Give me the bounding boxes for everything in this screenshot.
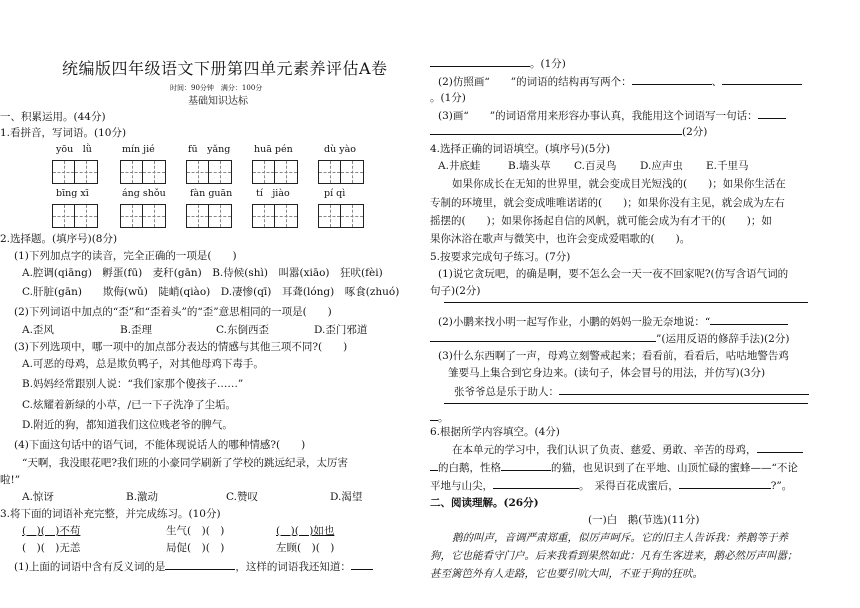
q5-3-tail-text: 。 [438,412,449,424]
q4-option-a: A.井底蛙 [438,160,481,172]
passage-line-2: 狗，它也能看守门户。后来我看到果然如此：凡有生客进来，鹅必然厉声叫嚣； [430,550,798,562]
pinyin-4: huā pén [254,144,293,155]
q2-3-option-c: C.炫耀着新绿的小草，/已一下子洗净了尘垢。 [22,399,237,411]
q2-stem: 2.选择题。(填序号)(8分) [0,233,118,245]
r2-text: (2)仿照画“ ”的词语的结构再写两个： [438,76,632,88]
q5-2-tail: ”(运用反语的修辞手法)(2分) [656,333,790,345]
q2-4-option-a: A.惊讶 [22,491,54,503]
pinyin-5: dù yào [324,144,356,155]
char-grid-7[interactable] [120,204,166,228]
q2-2-option-b: B.歪理 [120,324,153,336]
r2-sep: 、 [711,76,723,88]
char-grid-2[interactable] [120,160,166,184]
page-title: 统编版四年级语文下册第四单元素养评估A卷 [62,59,388,78]
q5-1-answer-line[interactable] [444,302,808,303]
char-grid-10[interactable] [318,204,364,228]
idiom-6[interactable]: 左顾( )( ) [276,542,335,554]
q6-text-2a: 的白鹅，性格 [438,462,501,474]
idiom-3[interactable]: ( )( )如也 [276,525,335,537]
q2-3-option-d: D.附近的狗，都知道我们这位贱老爷的脾气。 [22,419,233,431]
part1-heading: 一、积累运用。(44分) [0,111,106,123]
q5-3-prompt: 张爷爷总是乐于助人： [454,386,559,398]
q2-4-option-b: B.激动 [126,491,159,503]
char-grid-9[interactable] [252,204,298,228]
pinyin-9: tí jiào [256,188,290,199]
char-grid-1[interactable] [52,160,98,184]
q6-blank-1b[interactable] [430,460,438,471]
char-grid-3[interactable] [186,160,232,184]
q2-1-options-ab: A.腔调(qiāng) 孵蛋(fū) 麦秆(gān) B.侍候(shì) 叫嚣(xiāo) 狂吠(fèi) [22,267,383,279]
q5-stem: 5.按要求完成句子练习。(7分) [430,251,571,263]
q2-1-options-cd: C.肝脏(gān) 欺侮(wǔ) 陡峭(qiào) D.凄惨(qī) 耳聋(lóng) 啄食(zhuó) [22,286,400,298]
q5-3-tail [430,410,449,425]
idiom-4[interactable]: ( )( )无恙 [22,542,81,554]
passage-title: (一)白 鹅(节选)(11分) [588,514,700,526]
q4-option-d: D.应声虫 [640,160,683,172]
q3-1-blank-1[interactable] [165,559,235,570]
pinyin-3: fū yǎng [188,144,231,155]
q6-line2 [430,460,798,475]
q2-2-option-c: C.东倒西歪 [216,324,269,336]
r2-line [438,74,802,89]
q5-3-line2: 雏要马上集合到它身边来。(读句子，体会冒号的用法，并仿写)(3分) [448,367,766,379]
q3-1-stem [14,559,373,574]
q4-para-4: 果你沐浴在歌声与微笑中，也许会变成爱唱歌的( )。 [430,233,691,245]
q5-2-line2 [430,331,789,346]
r3-blank-2[interactable] [430,124,682,135]
idiom-2[interactable]: 生气( )( ) [166,525,225,537]
passage-line-1: 鹅的叫声，音调严肃郑重，似厉声呵斥。它的旧主人告诉我：养鹅等于养 [452,532,788,544]
char-grid-4[interactable] [252,160,298,184]
q5-2-line1 [438,314,788,329]
idiom-1[interactable]: ( )( )不苟 [22,525,81,537]
r3-line2 [430,124,707,139]
q1-stem: 1.看拼音，写词语。(10分) [0,127,127,139]
q2-3-option-b: B.妈妈经常跟别人说：“我们家那个傻孩子……” [22,378,244,390]
r1-line [430,56,566,71]
pinyin-6: bīng xī [56,188,89,199]
idiom-5[interactable]: 局促( )( ) [166,542,225,554]
q3-1-text: (1)上面的词语中含有反义词的是 [14,561,166,573]
q4-option-b: B.墙头草 [508,160,551,172]
q6-line1 [452,442,803,457]
char-grid-8[interactable] [186,204,232,228]
q4-para-3: 摇摆的( )；如果你扬起自信的风帆，就可能会成为有才干的( )；如 [430,215,772,227]
exam-meta: 时间：90分钟 满分：100分 [170,84,263,92]
char-grid-6[interactable] [52,204,98,228]
pinyin-10: pí qì [324,188,346,199]
q5-3-line1: (3)什么东西啊了一声，母鸡立刻警戒起来；看看前，看看后，咕咕地警告鸡 [438,350,789,362]
q4-option-c: C.百灵鸟 [574,160,617,172]
r3-blank-1[interactable] [758,108,786,119]
q6-line3 [430,478,792,493]
char-grid-5[interactable] [318,160,364,184]
q2-1-stem: (1)下列加点字的读音，完全正确的一项是( ) [14,250,237,262]
q5-2-blank-1[interactable] [710,314,788,325]
q5-3-line3 [454,384,809,399]
section-subtitle: 基础知识达标 [188,96,248,107]
q6-blank-2[interactable] [501,460,551,471]
q5-2-blank-2[interactable] [430,331,656,342]
part2-heading: 二、阅读理解。(26分) [430,497,539,509]
r1-tail: 。(1分) [530,58,566,70]
q6-text-3c: ?”。 [770,480,793,492]
pinyin-8: fàn guān [190,188,233,199]
q2-4-stem: (4)下面这句话中的语气词，不能体现说话人的哪种情感?( ) [14,439,306,451]
r3-text: (3)画“ ”的词语常用来形容办事认真，我能用这个词语写一句话： [438,110,758,122]
q6-text-2b: 的猫，也见识到了在平地、山顶忙碌的蜜蜂——“不论 [551,462,798,474]
q2-4-quote-line1: “天啊，我没眼花吧?我们班的小豪同学刷新了学校的跳远纪录，太厉害 [22,457,348,469]
q2-3-stem: (3)下列选项中，哪一项中的加点部分表达的情感与其他三项不同?( ) [14,341,348,353]
r3-tail: (2分) [682,126,708,138]
q2-3-option-a: A.可恶的母鸡，总是欺负鸭子，对其他母鸡下毒手。 [22,358,264,370]
q5-2-text: (2)小鹏来找小明一起写作业，小鹏的妈妈一脸无奈地说：“ [438,316,711,328]
q2-2-option-d: D.歪门邪道 [314,324,368,336]
r1-blank[interactable] [430,56,530,67]
passage-line-3: 甚至篱笆外有人走路，它也要引吭大叫，不亚于狗的狂吠。 [430,568,703,580]
q6-blank-3[interactable] [493,478,579,489]
r2-blank-1[interactable] [632,74,712,85]
r2-blank-2[interactable] [722,74,802,85]
q2-4-option-d: D.渴望 [330,491,363,503]
q2-2-stem: (2)下列词语中加点的“歪”和“歪着头”的“歪”意思相同的一项是( ) [14,306,332,318]
q3-stem: 3.将下面的词语补充完整，并完成练习。(10分) [0,508,221,520]
pinyin-1: yōu lǜ [56,144,92,155]
q5-3-blank-2[interactable] [430,410,438,421]
q2-2-option-a: A.歪风 [22,324,54,336]
q6-stem: 6.根据所学内容填空。(4分) [430,426,560,438]
q6-text-3b: 。 采得百花成蜜后， [579,480,679,492]
q3-1-blank-2[interactable] [351,559,373,570]
q5-1-line1: (1)说它贪玩吧，的确是啊，要不怎么会一天一夜不回家呢?(仿写含语气词的 [438,268,789,280]
q4-para-2: 专制的环境里，就会变成唯唯诺诺的( )；如果你没有主见，就会成为左右 [430,197,785,209]
pinyin-2: mín jié [122,144,155,155]
r3-line [438,108,786,123]
q2-4-option-c: C.赞叹 [226,491,258,503]
q5-3-blank-1[interactable] [559,384,809,395]
r2-tail: 。(1分) [430,92,466,104]
q6-blank-4[interactable] [679,478,771,489]
q3-1-tail: ，这样的词语我还知道： [235,561,351,573]
q6-text-3a: 平地与山尖， [430,480,493,492]
q6-text-1: 在本单元的学习中，我们认识了负责、慈爱、勇敢、辛苦的母鸡， [452,444,757,456]
q4-stem: 4.选择正确的词语填空。(填序号)(5分) [430,143,611,155]
q5-1-line2: 句子)(2分) [430,285,481,297]
q4-option-e: E.千里马 [706,160,749,172]
q5-3-answer-line[interactable] [444,403,808,404]
pinyin-7: áng shǒu [122,188,166,199]
q2-4-quote-line2: 啦!” [0,474,21,486]
q6-blank-1[interactable] [757,442,803,453]
q4-para-1: 如果你成长在无知的世界里，就会变成目光短浅的( )；如果你生活在 [452,178,786,190]
